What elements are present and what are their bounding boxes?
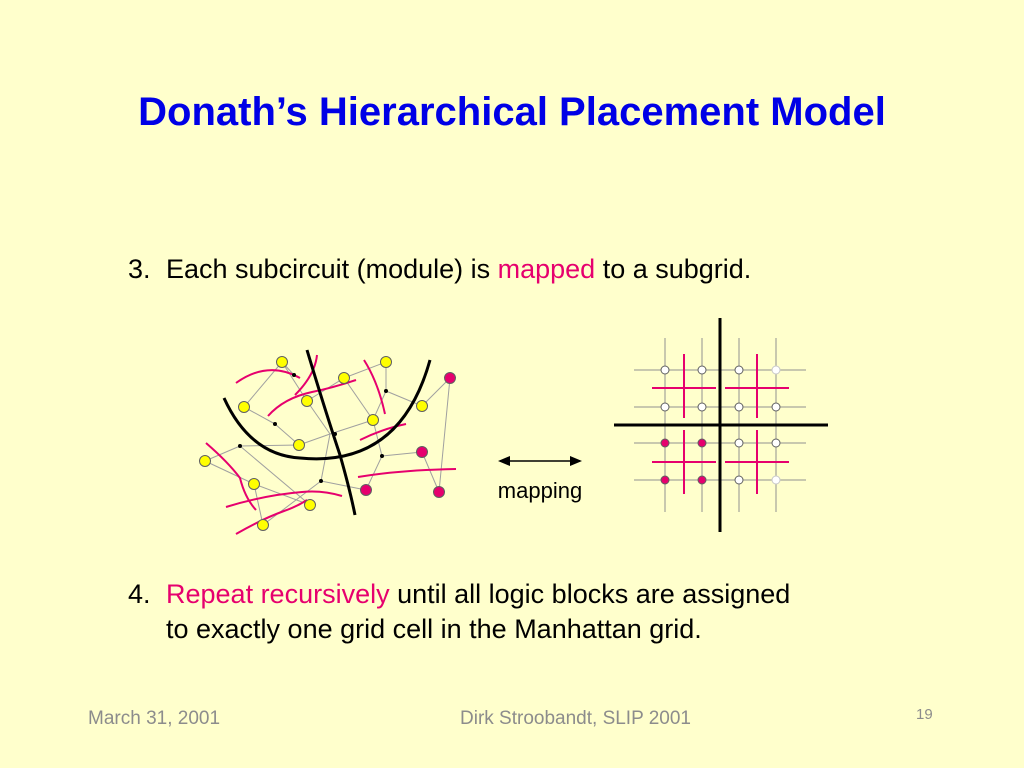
highlight-text: mapped xyxy=(497,254,596,284)
grid-cell xyxy=(735,439,743,447)
logic-block xyxy=(200,456,211,467)
logic-block xyxy=(381,357,392,368)
page-number: 19 xyxy=(916,706,933,723)
bullet-text: Each subcircuit (module) is xyxy=(166,254,498,284)
footer-author: Dirk Stroobandt, SLIP 2001 xyxy=(460,708,691,729)
logic-block xyxy=(417,401,428,412)
partition-cross xyxy=(614,318,828,532)
grid-cell xyxy=(735,366,743,374)
grid-cell xyxy=(661,403,669,411)
grid-cell xyxy=(698,476,706,484)
logic-block xyxy=(305,500,316,511)
bullet-text: to a subgrid. xyxy=(595,254,752,284)
net-lines xyxy=(205,362,450,525)
bullet-number: 3. xyxy=(128,254,151,284)
grid-cell xyxy=(698,366,706,374)
logic-block xyxy=(339,373,350,384)
logic-block xyxy=(445,373,456,384)
logic-block xyxy=(258,520,269,531)
logic-block xyxy=(417,447,428,458)
grid-cell xyxy=(772,439,780,447)
bullet-point-4 xyxy=(128,577,790,647)
logic-block xyxy=(434,487,445,498)
grid-cell xyxy=(772,366,780,374)
mapping-arrow xyxy=(498,456,582,503)
logic-block xyxy=(249,479,260,490)
footer-date: March 31, 2001 xyxy=(88,708,221,729)
slide-title: Donath’s Hierarchical Placement Model xyxy=(138,90,886,134)
junction-dots xyxy=(238,373,388,483)
logic-block xyxy=(239,402,250,413)
logic-block xyxy=(361,485,372,496)
bullet-text: until all logic blocks are assigned xyxy=(389,579,791,609)
highlight-text: Repeat recursively xyxy=(166,579,390,609)
grid-cell xyxy=(735,403,743,411)
circuit-graph xyxy=(200,350,457,534)
partition-cut-lines xyxy=(206,355,456,534)
grid-cell xyxy=(661,476,669,484)
bullet-text-line2: to exactly one grid cell in the Manhattan grid. xyxy=(166,614,702,645)
bullet-number: 4. xyxy=(128,579,151,609)
grid-cell xyxy=(661,439,669,447)
grid-cell xyxy=(772,403,780,411)
logic-block xyxy=(277,357,288,368)
logic-blocks-pink xyxy=(361,373,456,498)
grid-cell xyxy=(772,476,780,484)
grid-cell xyxy=(698,439,706,447)
manhattan-grid xyxy=(614,318,828,532)
grid-cell xyxy=(698,403,706,411)
mapping-label: mapping xyxy=(497,478,583,503)
grid-cell xyxy=(661,366,669,374)
logic-block xyxy=(368,415,379,426)
grid-cell xyxy=(735,476,743,484)
logic-block xyxy=(302,396,313,407)
logic-block xyxy=(294,440,305,451)
